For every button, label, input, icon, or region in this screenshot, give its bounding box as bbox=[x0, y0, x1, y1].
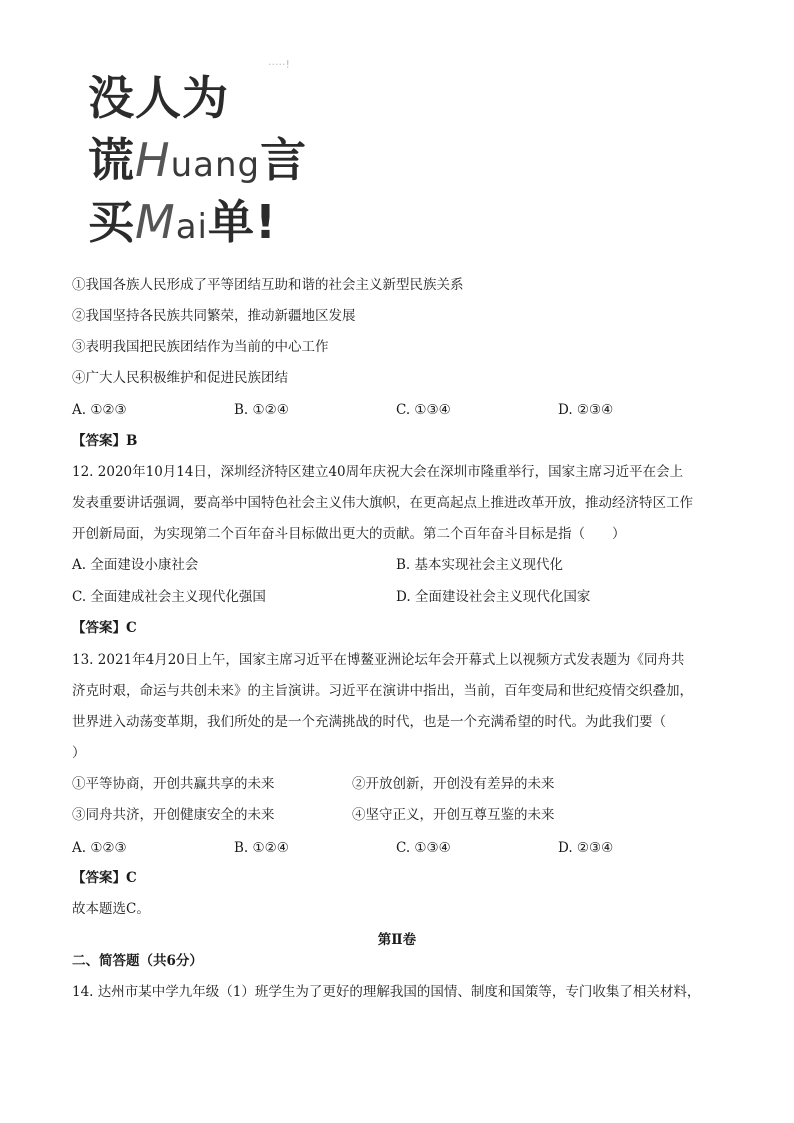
logo-row-3-a: 买 bbox=[88, 195, 135, 249]
q13-answer: 【答案】C bbox=[72, 870, 137, 886]
section-heading: 二、简答题（共6分） bbox=[72, 953, 203, 969]
q13-option-c: C. ①③④ bbox=[396, 840, 451, 856]
q13-line-4: ） bbox=[72, 745, 86, 761]
q11-option-d: D. ②③④ bbox=[558, 402, 614, 418]
logo-faint-text: ·····! bbox=[268, 58, 290, 71]
logo-row-2-a: 谎 bbox=[88, 133, 135, 187]
logo-row-2 bbox=[88, 134, 307, 191]
q13-statement-4: ④坚守正义，开创互尊互鉴的未来 bbox=[352, 807, 555, 823]
q11-option-b: B. ①②④ bbox=[234, 402, 289, 418]
logo-row-2-d: 言 bbox=[260, 133, 308, 187]
q12-option-b: B. 基本实现社会主义现代化 bbox=[396, 557, 564, 573]
q12-line-3: 开创新局面，为实现第二个百年奋斗目标做出更大的贡献。第二个百年奋斗目标是指（ ） bbox=[72, 526, 626, 542]
logo-row-3-d: 单! bbox=[207, 195, 277, 249]
q11-statement-2: ②我国坚持各民族共同繁荣，推动新疆地区发展 bbox=[72, 308, 356, 324]
q13-statement-2: ②开放创新，开创没有差异的未来 bbox=[352, 776, 555, 792]
q13-statement-3: ③同舟共济，开创健康安全的未来 bbox=[72, 807, 275, 823]
q12-option-a: A. 全面建设小康社会 bbox=[72, 557, 199, 573]
q12-line-1: 12. 2020年10月14日，深圳经济特区建立40周年庆祝大会在深圳市隆重举行，国家主席习近平在会上 bbox=[72, 464, 684, 480]
logo-row-3 bbox=[88, 196, 277, 253]
q11-answer: 【答案】B bbox=[72, 433, 138, 449]
q13-line-3: 世界进入动荡变革期，我们所处的是一个充满挑战的时代，也是一个充满希望的时代。为此我们要（ bbox=[72, 714, 666, 730]
logo-row-3-c: ai bbox=[175, 207, 208, 247]
q12-option-c: C. 全面建成社会主义现代化强国 bbox=[72, 589, 266, 605]
part-2-title: 第Ⅱ卷 bbox=[377, 932, 417, 948]
q14-line-1: 14. 达州市某中学九年级（1）班学生为了更好的理解我国的国情、制度和国策等，专门收集了相关材料， bbox=[72, 984, 701, 1000]
q13-explanation: 故本题选C。 bbox=[72, 901, 150, 917]
q12-option-d: D. 全面建设社会主义现代化国家 bbox=[396, 589, 591, 605]
q13-option-d: D. ②③④ bbox=[558, 840, 614, 856]
watermark-logo bbox=[88, 58, 358, 258]
q11-statement-3: ③表明我国把民族团结作为当前的中心工作 bbox=[72, 339, 329, 355]
q13-statement-1: ①平等协商，开创共赢共享的未来 bbox=[72, 776, 275, 792]
q11-option-a: A. ①②③ bbox=[72, 402, 127, 418]
logo-row-1: 没人为 bbox=[88, 71, 229, 125]
q11-statement-1: ①我国各族人民形成了平等团结互助和谐的社会主义新型民族关系 bbox=[72, 277, 464, 293]
q11-option-c: C. ①③④ bbox=[396, 402, 451, 418]
q12-answer: 【答案】C bbox=[72, 620, 137, 636]
q13-option-a: A. ①②③ bbox=[72, 840, 127, 856]
q13-line-1: 13. 2021年4月20日上午，国家主席习近平在博鳌亚洲论坛年会开幕式上以视频方式发表题为《同舟共 bbox=[72, 652, 685, 668]
q13-option-b: B. ①②④ bbox=[234, 840, 289, 856]
q12-line-2: 发表重要讲话强调，要高举中国特色社会主义伟大旗帜，在更高起点上推进改革开放，推动经济特区工作 bbox=[72, 495, 693, 511]
logo-row-2-b: H bbox=[135, 133, 171, 187]
q13-line-2: 济克时艰，命运与共创未来》的主旨演讲。习近平在演讲中指出，当前，百年变局和世纪疫情交织叠加， bbox=[72, 683, 693, 699]
logo-row-3-b: M bbox=[135, 195, 176, 249]
q11-statement-4: ④广大人民积极维护和促进民族团结 bbox=[72, 370, 288, 386]
logo-row-2-c: uang bbox=[170, 145, 261, 185]
